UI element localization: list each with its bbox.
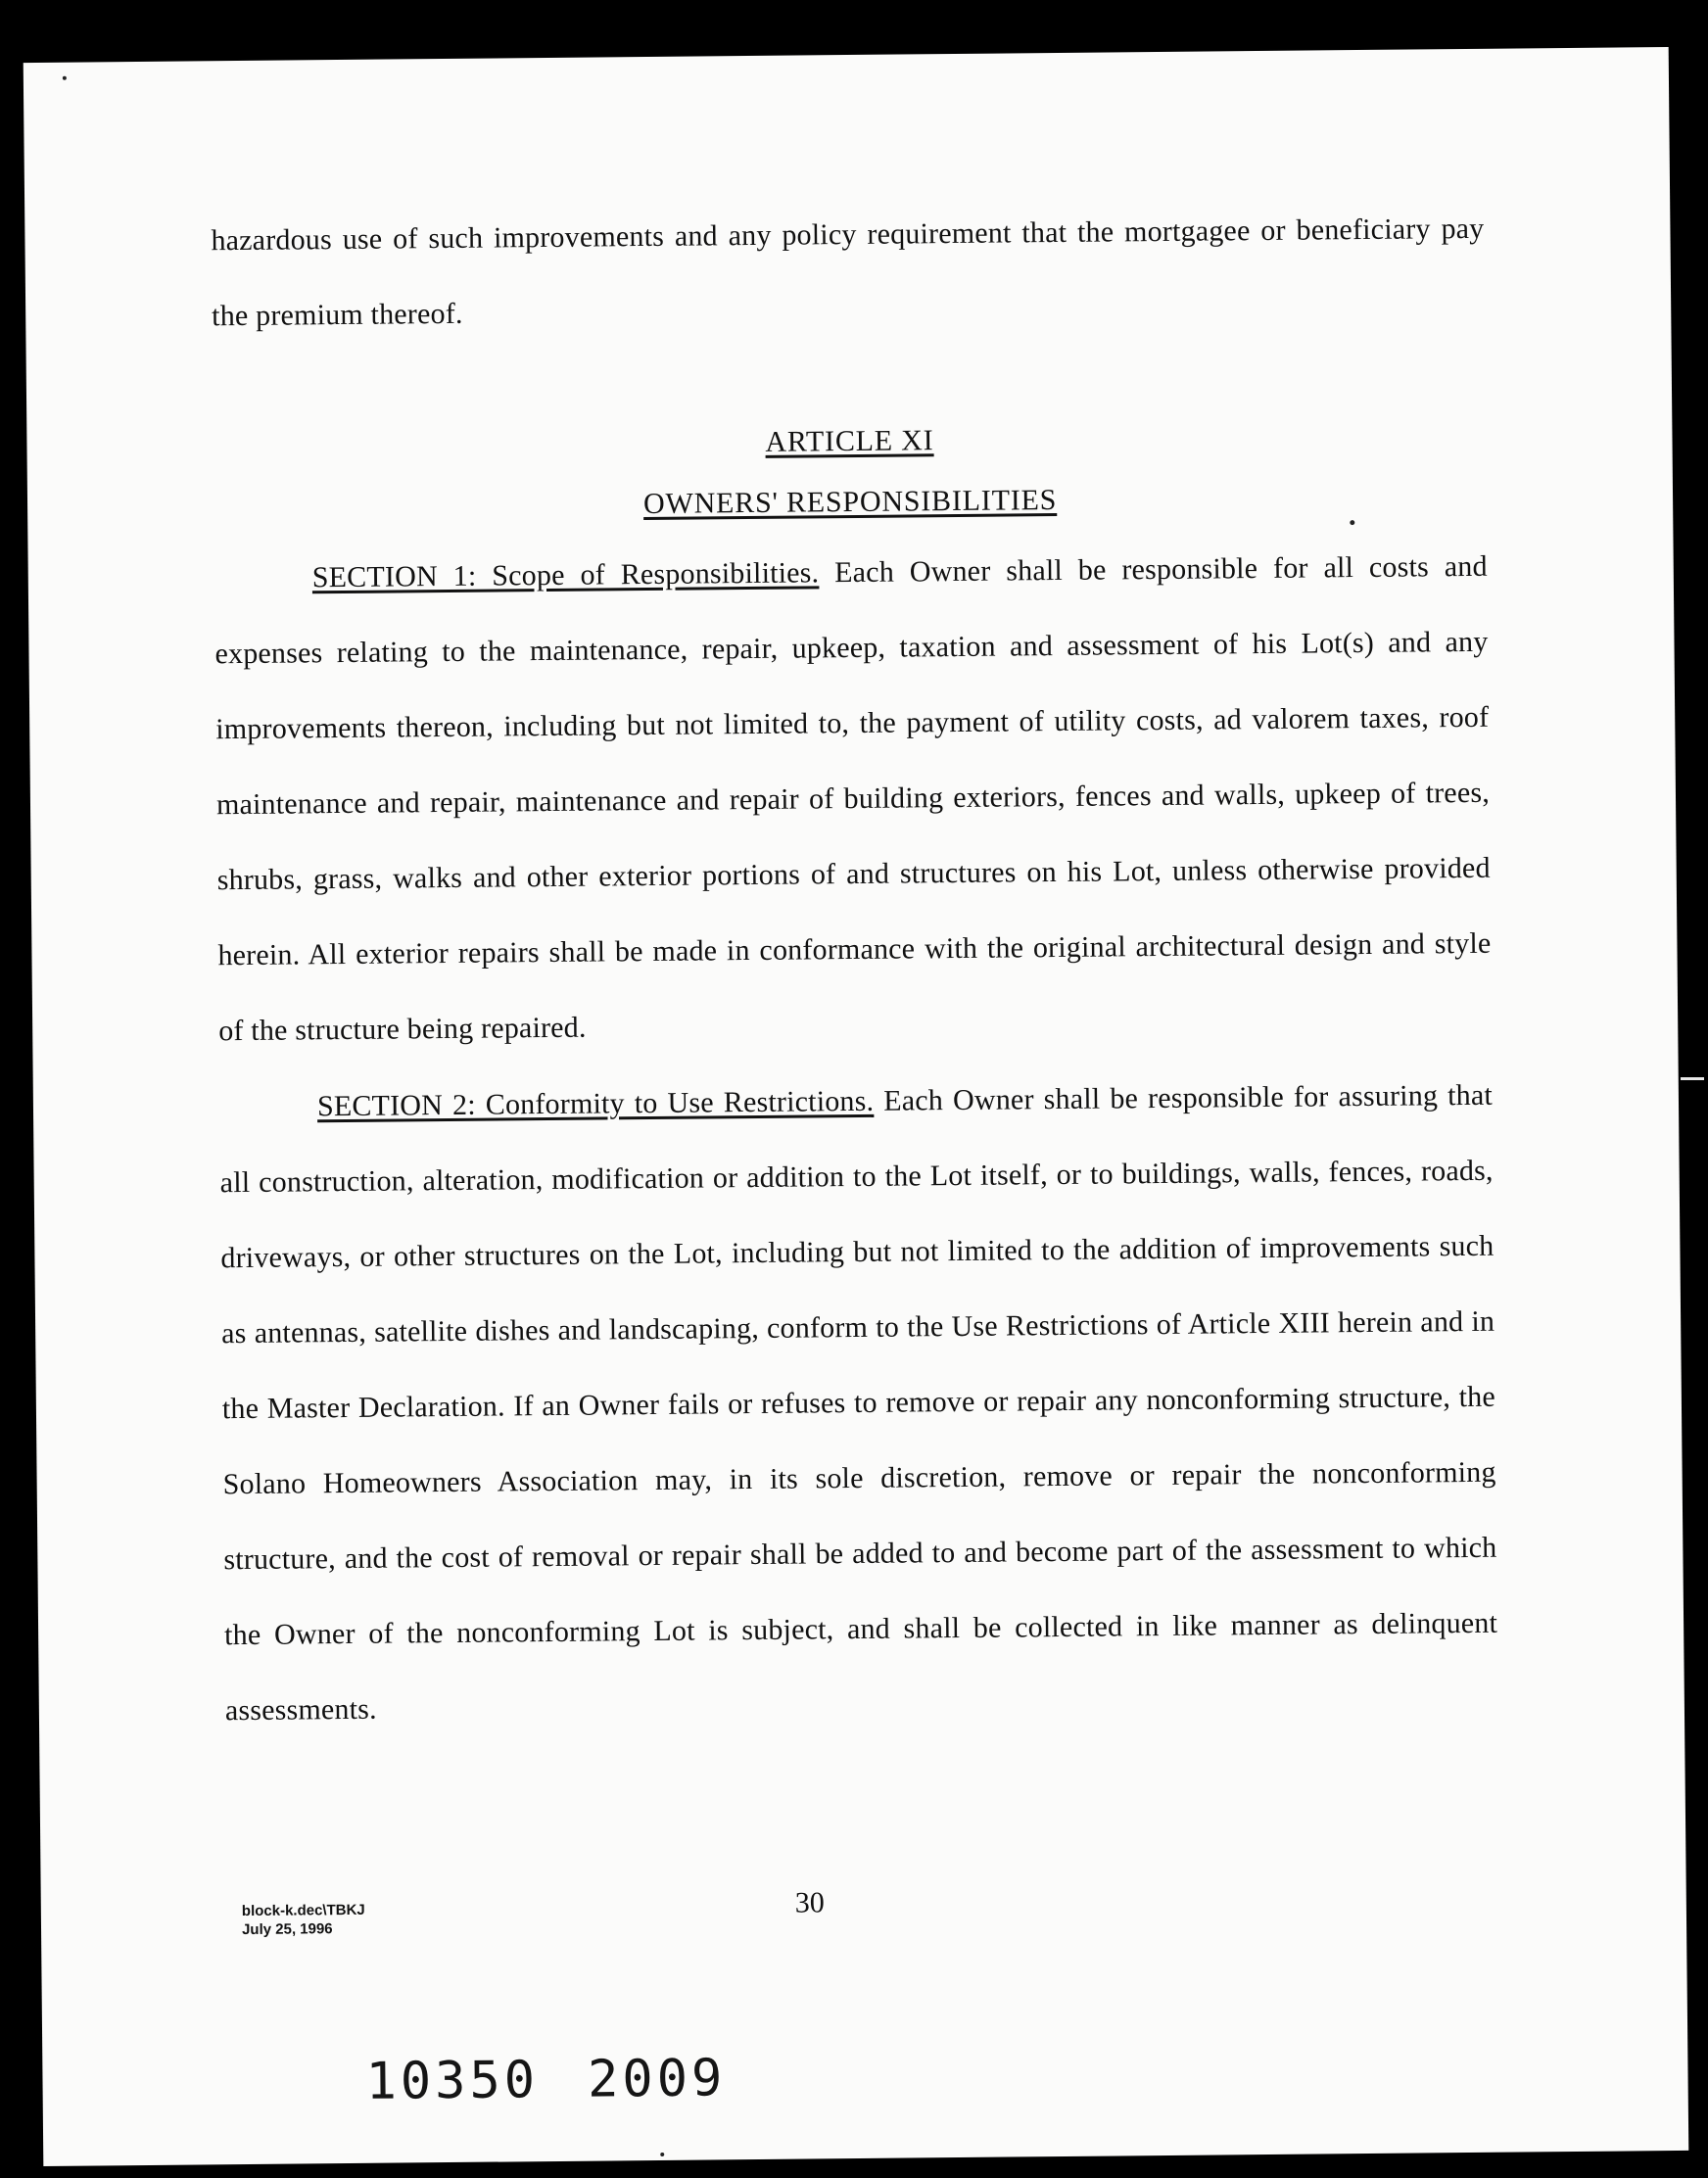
continued-paragraph-block — [211, 191, 1485, 354]
stamp-second: 2009 — [587, 2049, 727, 2109]
footer-file-reference — [242, 1901, 365, 1939]
section-2-heading: SECTION 2: Conformity to Use Restrictions. — [316, 1084, 875, 1123]
section-1-body: Each Owner shall be responsible for all costs and expenses relating to the maintenance, repair, upkeep, taxation and assessment of his Lot(s) and any improvements thereon, including but not limited to, the payment of utility costs, ad valorem taxes, roof maintenance and repair, maintenance and repair of building exteriors, fences and walls, upkeep of trees, shrubs, grass, walks and other exterior portions of and structures on his Lot, unless otherwise provided herein. All exterior repairs shall be made in conformance with the original architectural design and style of the structure being repaired. — [214, 549, 1492, 1048]
stamp-first: 10350 — [365, 2051, 540, 2111]
document-page — [24, 47, 1689, 2166]
article-number-text: ARTICLE XI — [765, 424, 934, 458]
footer-date: July 25, 1996 — [241, 1920, 333, 1939]
continued-paragraph: hazardous use of such improvements and any policy requirement that the mortgagee or beneficiary pay the premium thereof. — [211, 212, 1485, 333]
scan-speck — [63, 76, 67, 80]
section-1 — [214, 529, 1492, 1068]
section-2 — [219, 1058, 1499, 1748]
bates-stamp — [365, 2049, 726, 2111]
scan-speck — [660, 2153, 664, 2156]
section-2-body: Each Owner shall be responsible for assuring that all construction, alteration, modification or addition to the Lot itself, or to buildings, walls, fences, roads, driveways, or other structures on the Lot, including but not limited to the addition of improvements such as antennas, satellite dishes and landscaping, conform to the Use Restrictions of Article XIII herein and in the Master Declaration. If an Owner fails or refuses to remove or repair any nonconforming structure, the Solano Homeowners Association may, in its sole discretion, remove or repair the nonconforming structure, and the cost of removal or repair shall be added to and become part of the assessment to which the Owner of the nonconforming Lot is subject, and shall be collected in like manner as delinquent assessments. — [219, 1078, 1498, 1728]
page-number: 30 — [794, 1886, 825, 1919]
section-1-heading: SECTION 1: Scope of Responsibilities. — [311, 556, 820, 594]
scan-edge-mark — [1681, 1077, 1704, 1080]
scan-speck — [1350, 520, 1354, 525]
article-number — [213, 419, 1486, 464]
article-title — [214, 480, 1487, 525]
footer-file-ref: block-k.dec\TBKJ — [241, 1901, 365, 1920]
article-title-text: OWNERS' RESPONSIBILITIES — [642, 484, 1058, 521]
